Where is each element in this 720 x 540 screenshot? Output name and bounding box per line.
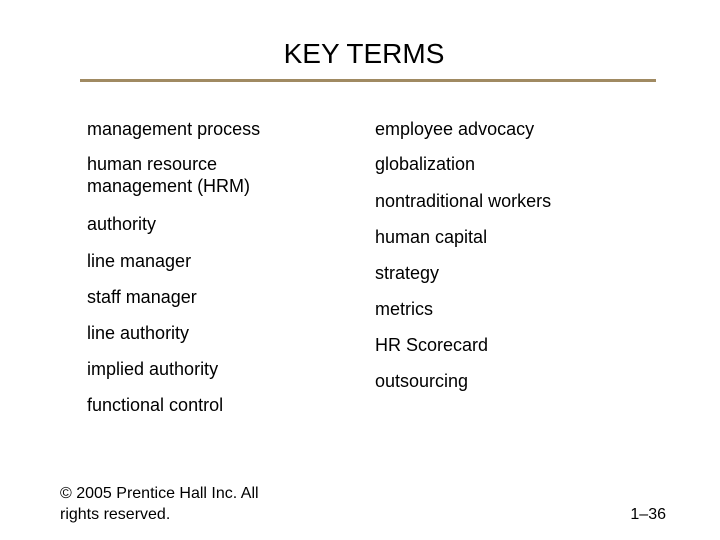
term-strategy: strategy <box>375 263 440 283</box>
term-metrics: metrics <box>375 299 433 319</box>
term-employee-advocacy: employee advocacy <box>375 119 535 139</box>
term-hr-scorecard: HR Scorecard <box>375 335 489 355</box>
term-human-capital: human capital <box>375 227 488 247</box>
slide-title: KEY TERMS <box>283 38 445 69</box>
copyright-notice: © 2005 Prentice Hall Inc. All rights reserved. <box>60 485 259 523</box>
title-divider <box>80 79 656 82</box>
term-staff-manager: staff manager <box>87 287 197 307</box>
term-management-process: management process <box>87 119 261 139</box>
term-outsourcing: outsourcing <box>375 371 469 391</box>
term-human-resource-management: human resource management (HRM) <box>87 154 251 196</box>
term-line-authority: line authority <box>87 323 190 343</box>
term-globalization: globalization <box>375 154 476 174</box>
term-implied-authority: implied authority <box>87 359 219 379</box>
term-line-manager: line manager <box>87 251 192 271</box>
term-authority: authority <box>87 214 157 234</box>
page-number: 1–36 <box>630 506 666 523</box>
term-nontraditional-workers: nontraditional workers <box>375 191 552 211</box>
term-functional-control: functional control <box>87 395 224 415</box>
